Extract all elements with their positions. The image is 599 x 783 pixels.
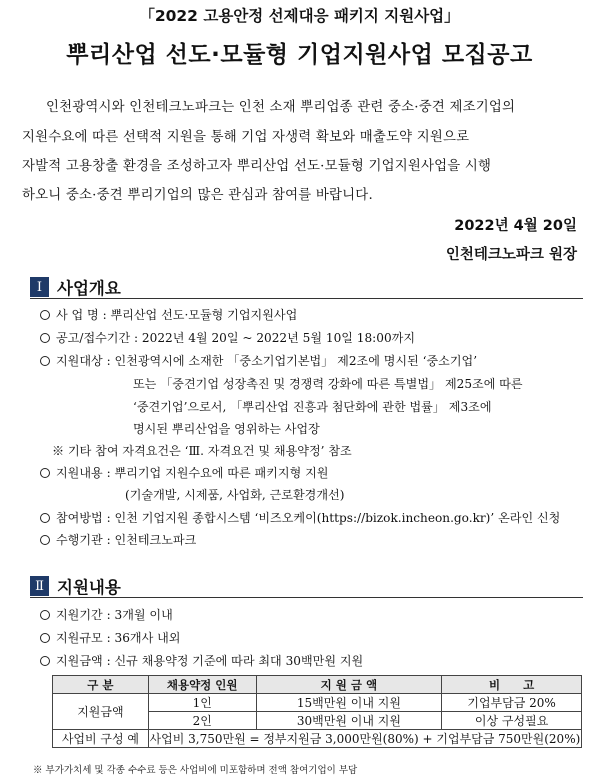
overview-item-content: 지원내용 : 뿌리기업 지원수요에 따른 패키지형 지원: [40, 464, 328, 481]
table-budget-label: 사업비 구성 예: [53, 730, 149, 748]
overview-item-agency: 수행기관 : 인천테크노파크: [40, 531, 196, 548]
section-2-title: 지원내용: [57, 578, 121, 597]
support-item-scale: 지원규모 : 36개사 내외: [40, 629, 180, 646]
section-1-title: 사업개요: [57, 279, 121, 298]
circle-bullet-icon: [40, 468, 50, 478]
section-1-header: [30, 277, 121, 297]
notice-signature: 인천테크노파크 원장: [445, 247, 577, 263]
circle-bullet-icon: [40, 610, 50, 620]
table-header-hires: 채용약정 인원: [148, 676, 256, 694]
intro-line-2: 지원수요에 따른 선택적 지원을 통해 기업 자생력 확보와 매출도약 지원으로: [22, 130, 470, 145]
overview-item-target: 지원대상 : 인천광역시에 소재한 「중소기업기본법」 제2조에 명시된 ‘중소기업’: [40, 352, 477, 369]
support-item-amount: 지원금액 : 신규 채용약정 기준에 따라 최대 30백만원 지원: [40, 652, 363, 669]
support-amount-table: [52, 675, 582, 748]
table-cell-remark: 기업부담금 20%: [442, 694, 582, 712]
table-header-remark: 비 고: [442, 676, 582, 694]
overview-content-cont: (기술개발, 시제품, 사업화, 근로환경개선): [125, 488, 345, 502]
overview-target-cont-1: 또는 「중견기업 성장촉진 및 경쟁력 강화에 따른 특별법」 제25조에 따른: [133, 377, 523, 391]
table-cell-hires: 2인: [148, 712, 256, 730]
support-item-period: 지원기간 : 3개월 이내: [40, 606, 173, 623]
intro-line-4: 하오니 중소·중견 뿌리기업의 많은 관심과 참여를 바랍니다.: [22, 188, 373, 203]
table-row: [53, 694, 582, 712]
circle-bullet-icon: [40, 513, 50, 523]
overview-item-method: 참여방법 : 인천 기업지원 종합시스템 ‘비즈오케이(https://bizok.incheon.go.kr)’ 온라인 신청: [40, 509, 560, 526]
section-1-number: Ⅰ: [30, 277, 49, 297]
circle-bullet-icon: [40, 656, 50, 666]
table-cell-amount: 30백만원 이내 지원: [256, 712, 442, 730]
notice-title: 뿌리산업 선도·모듈형 기업지원사업 모집공고: [66, 42, 533, 68]
overview-item-name: 사 업 명 : 뿌리산업 선도·모듈형 기업지원사업: [40, 306, 297, 323]
circle-bullet-icon: [40, 633, 50, 643]
intro-line-1: 인천광역시와 인천테크노파크는 인천 소재 뿌리업종 관련 중소·중견 제조기업의: [46, 100, 516, 115]
footnote: ※ 부가가치세 및 각종 수수료 등은 사업비에 미포함하며 전액 참여기업이 부담: [33, 765, 358, 776]
circle-bullet-icon: [40, 535, 50, 545]
circle-bullet-icon: [40, 310, 50, 320]
notice-date: 2022년 4월 20일: [454, 218, 577, 234]
circle-bullet-icon: [40, 356, 50, 366]
table-header-row: [53, 676, 582, 694]
table-budget-text: 사업비 3,750만원 = 정부지원금 3,000만원(80%) + 기업부담금 750만원(20%): [148, 730, 581, 748]
table-header-category: 구 분: [53, 676, 149, 694]
overview-target-cont-2: ‘중견기업’으로서, 「뿌리산업 진흥과 첨단화에 관한 법률」 제3조에: [133, 400, 492, 414]
overview-target-cont-3: 명시된 뿌리산업을 영위하는 사업장: [133, 422, 320, 436]
table-header-amount: 지 원 금 액: [256, 676, 442, 694]
intro-line-3: 자발적 고용창출 환경을 조성하고자 뿌리산업 선도·모듈형 기업지원사업을 시행: [22, 159, 492, 174]
notice-subtitle: 「2022 고용안정 선제대응 패키지 지원사업」: [139, 7, 460, 25]
table-cell-remark: 이상 구성필요: [442, 712, 582, 730]
table-row-budget: [53, 730, 582, 748]
table-cell-amount: 15백만원 이내 지원: [256, 694, 442, 712]
table-group-label: 지원금액: [53, 694, 149, 730]
section-2-header: [30, 576, 121, 596]
overview-item-period: 공고/접수기간 : 2022년 4월 20일 ~ 2022년 5월 10일 18:00까지: [40, 329, 415, 346]
table-cell-hires: 1인: [148, 694, 256, 712]
section-2-divider: [30, 597, 583, 598]
overview-note: ※ 기타 참여 자격요건은 ‘Ⅲ. 자격요건 및 채용약정’ 참조: [52, 444, 352, 458]
section-2-number: Ⅱ: [30, 576, 49, 596]
circle-bullet-icon: [40, 333, 50, 343]
section-1-divider: [30, 298, 583, 299]
